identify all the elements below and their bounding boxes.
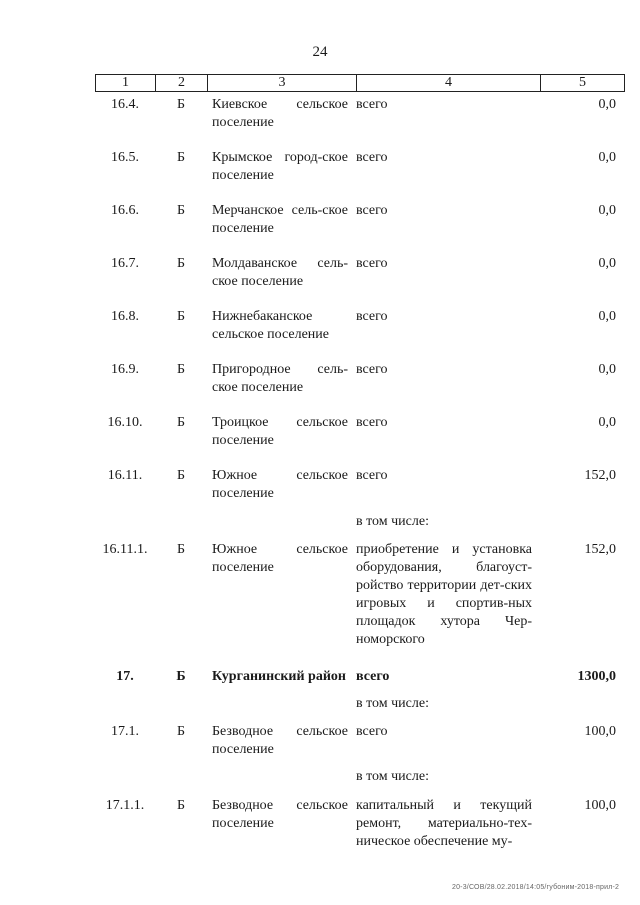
header-col-4: 4 [357,75,541,91]
row-number: 16.6. [111,203,139,218]
row-description: в том числе: [356,769,429,784]
row-value: 152,0 [584,542,616,557]
row-description: всего [356,256,388,271]
row-name: Южное сельское поселение [212,542,348,575]
row-value: 0,0 [598,256,616,271]
row-kind: Б [176,203,186,218]
row-kind: Б [176,542,186,557]
row-number: 16.5. [111,150,139,165]
row-value: 100,0 [584,798,616,813]
row-description: всего [356,309,388,324]
row-description: всего [356,415,388,430]
header-col-5: 5 [579,75,586,90]
row-kind: Б [176,669,186,684]
row-name: Курганинский район [212,669,346,684]
row-value: 0,0 [598,203,616,218]
row-value: 152,0 [584,468,616,483]
row-kind: Б [176,415,186,430]
footer-stamp: 20-3/СОВ/28.02.2018/14:05/губоним-2018-прил-2 [452,884,620,891]
row-name: Киевское сельское поселение [212,97,348,130]
row-description: в том числе: [356,514,429,529]
header-col-2: 2 [156,75,208,91]
row-kind: Б [176,97,186,112]
row-description: в том числе: [356,696,429,711]
row-name: Мерчанское сель-ское поселение [212,203,348,236]
row-number: 16.7. [111,256,139,271]
row-description: всего [356,203,388,218]
row-number: 17.1.1. [105,798,145,813]
row-value: 0,0 [598,150,616,165]
row-number: 17.1. [111,724,139,739]
row-name: Южное сельское поселение [212,468,348,501]
row-name: Безводное сельское поселение [212,724,348,757]
row-number: 16.4. [111,97,139,112]
row-description: всего [356,724,388,739]
row-name: Троицкое сельское поселение [212,415,348,448]
row-value: 0,0 [598,362,616,377]
table-header [95,74,625,92]
row-number: 16.11.1. [102,542,148,557]
row-value: 100,0 [584,724,616,739]
header-col-1: 1 [96,75,156,91]
row-value: 1300,0 [577,669,616,684]
row-number: 16.9. [111,362,139,377]
row-description: всего [356,97,388,112]
row-kind: Б [176,724,186,739]
row-kind: Б [176,362,186,377]
row-number: 17. [116,669,134,684]
row-description: всего [356,150,388,165]
row-number: 16.8. [111,309,139,324]
row-kind: Б [176,309,186,324]
row-name: Безводное сельское поселение [212,798,348,831]
row-name: Крымское город-ское поселение [212,150,348,183]
page-number: 24 [312,44,328,60]
row-name: Нижнебаканское сельское поселение [212,309,329,342]
row-description: капитальный и текущий ремонт, материально-тех-ническое обеспечение му- [356,798,532,849]
row-number: 16.11. [107,468,143,483]
row-value: 0,0 [598,97,616,112]
row-kind: Б [176,256,186,271]
row-description: всего [356,468,388,483]
row-kind: Б [176,150,186,165]
row-value: 0,0 [598,309,616,324]
row-name: Молдаванское сель-ское поселение [212,256,348,289]
header-col-3: 3 [208,75,357,91]
row-name: Пригородное сель-ское поселение [212,362,348,395]
row-value: 0,0 [598,415,616,430]
row-description: всего [356,362,388,377]
row-description: всего [356,669,390,684]
row-kind: Б [176,798,186,813]
row-description: приобретение и установка оборудования, благоуст-ройство территории дет-ских игровых и спортив-ных площадок хутора Чер-номорского [356,542,532,647]
row-number: 16.10. [107,415,143,430]
row-kind: Б [176,468,186,483]
